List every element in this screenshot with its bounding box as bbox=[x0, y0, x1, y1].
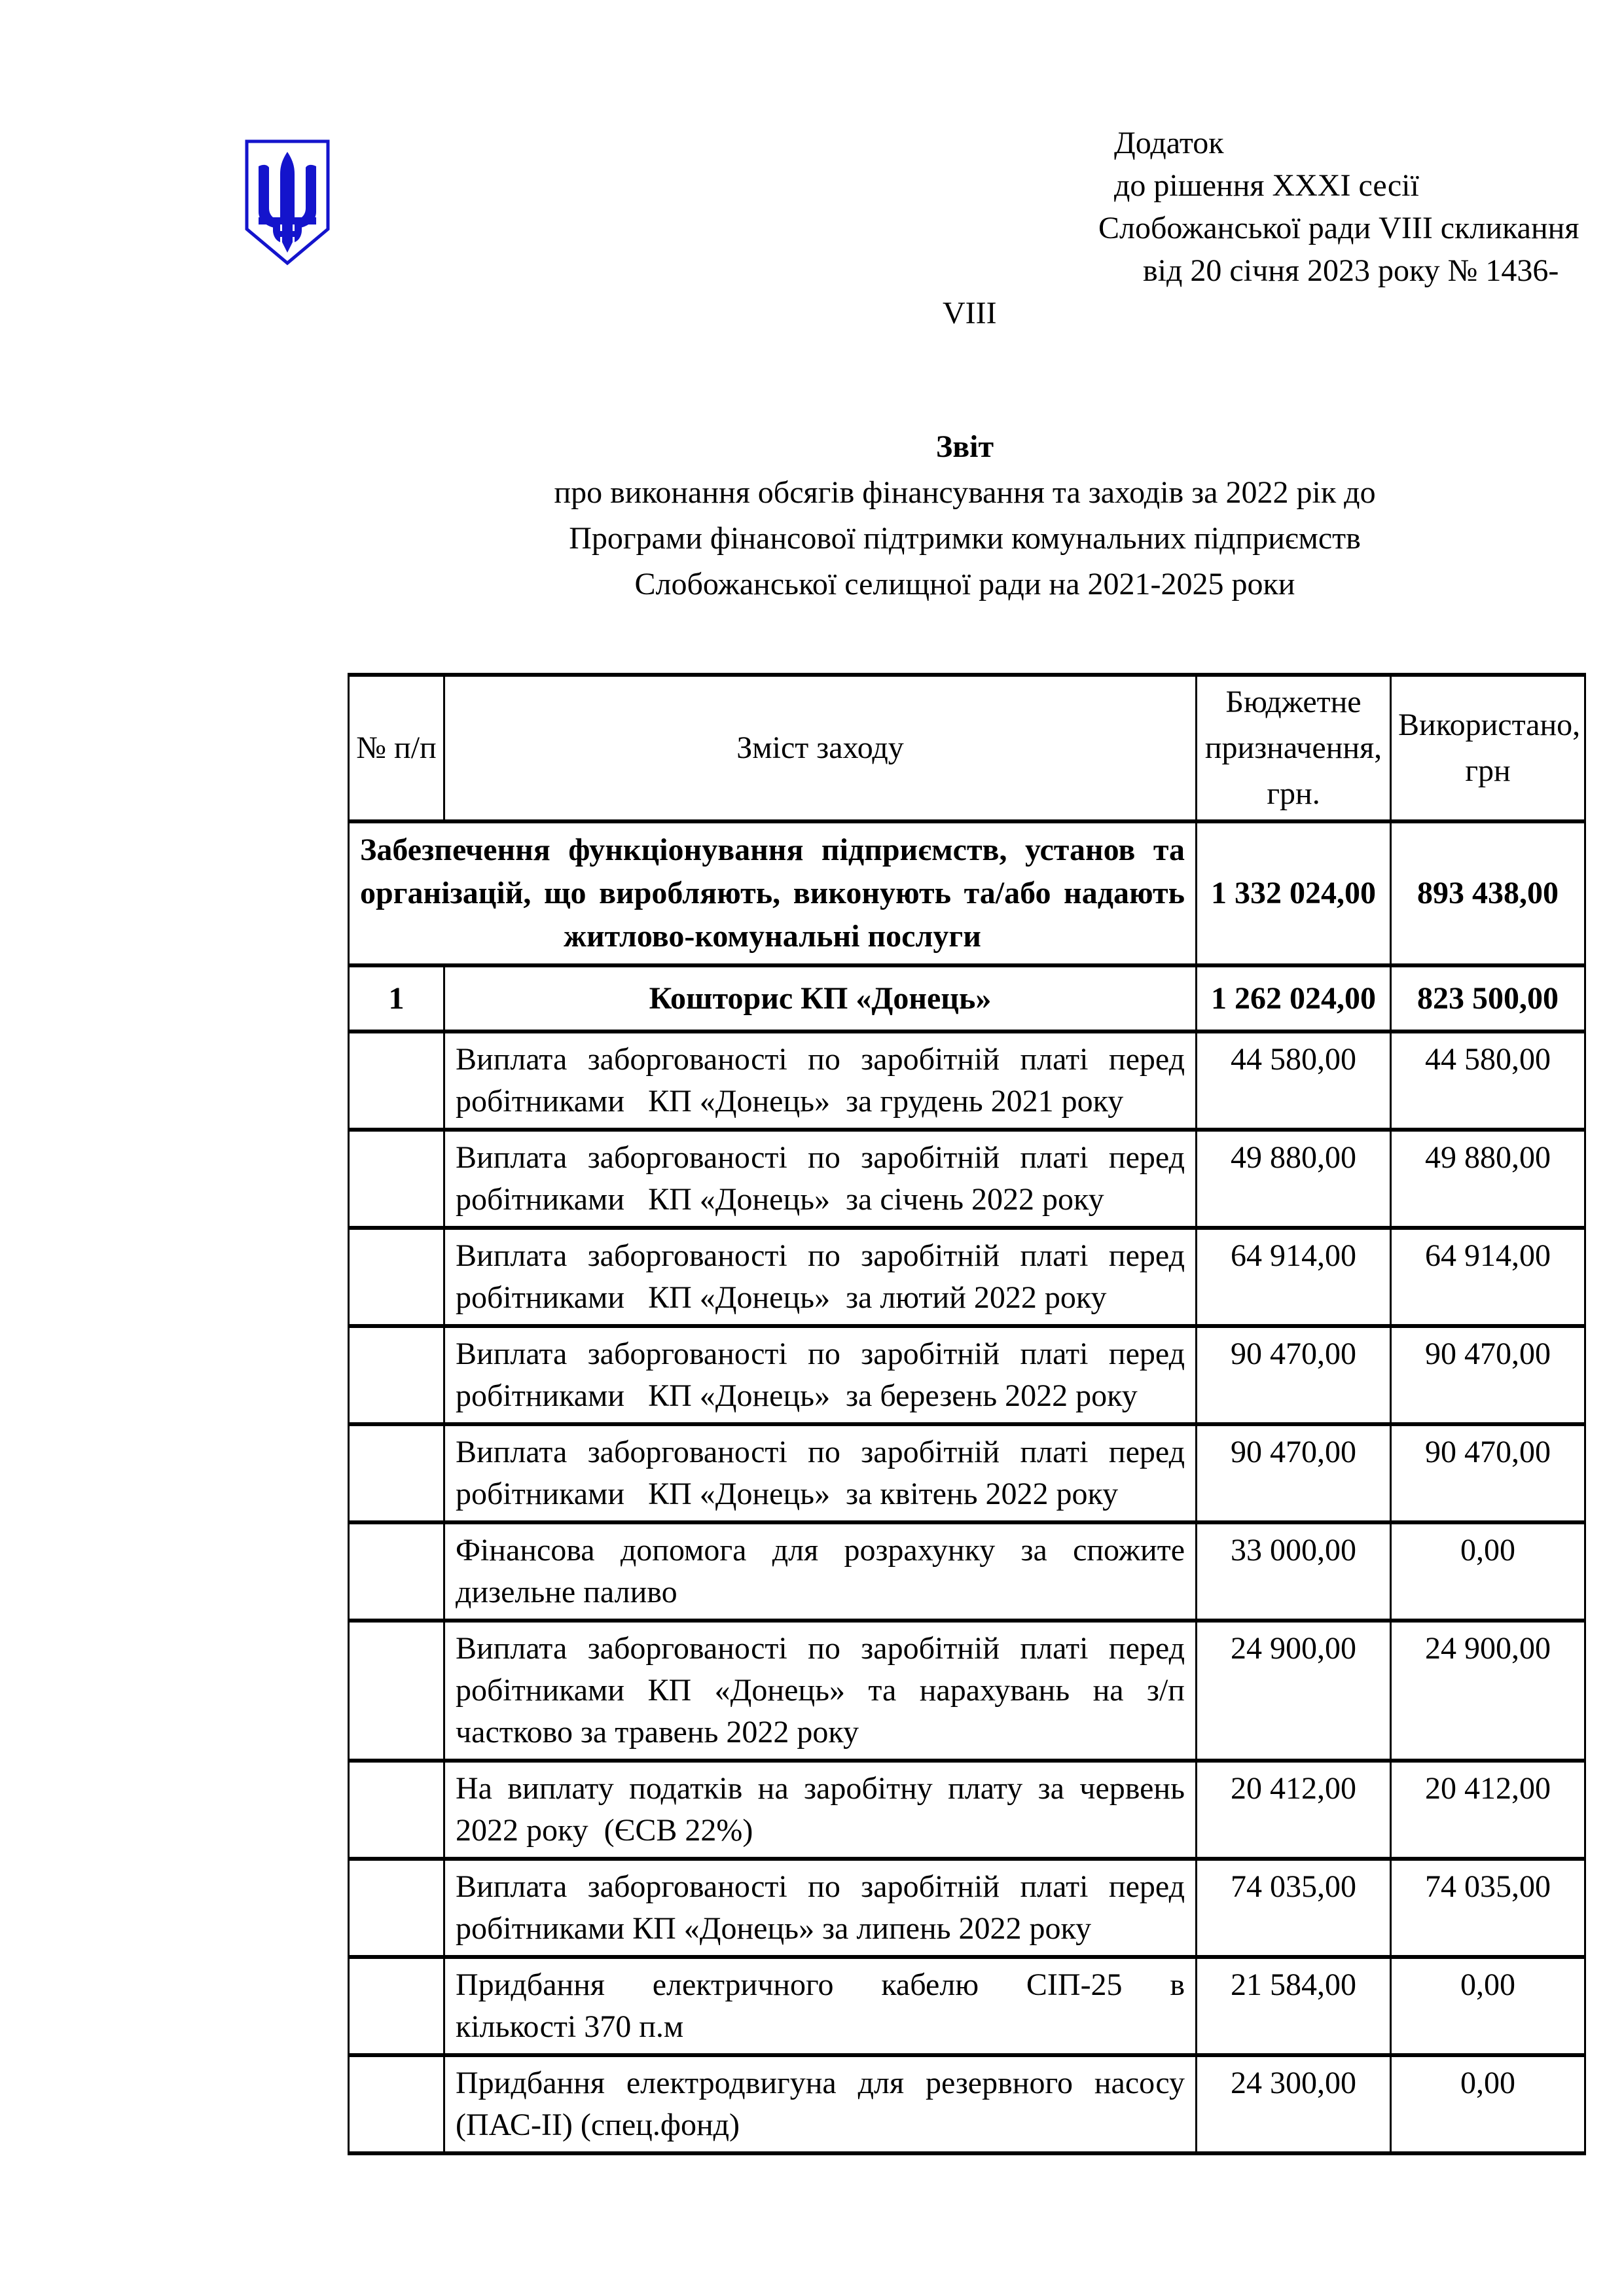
table-row bbox=[349, 1031, 1585, 1130]
table-row bbox=[349, 965, 1585, 1031]
report-title-block bbox=[348, 424, 1582, 607]
measure-text-line: Виплата заборгованості по заробітній платі перед bbox=[456, 1042, 1185, 1077]
measure-text-line: 2022 року (ЄСВ 22%) bbox=[456, 1813, 753, 1848]
trident-emblem-icon bbox=[244, 139, 331, 266]
measure-content-cell bbox=[444, 1031, 1197, 1130]
row-number-cell bbox=[349, 1228, 444, 1326]
used-amount-cell: 90 470,00 bbox=[1391, 1326, 1585, 1424]
budget-amount-cell: 74 035,00 bbox=[1197, 1859, 1391, 1957]
measure-content-cell bbox=[444, 1522, 1197, 1621]
table-row bbox=[349, 1130, 1585, 1228]
measure-text-line: житлово-комунальні послуги bbox=[564, 919, 981, 954]
measure-text-line: Виплата заборгованості по заробітній платі перед bbox=[456, 1631, 1185, 1666]
row-number-cell: 1 bbox=[349, 965, 444, 1031]
annex-line: VIII bbox=[943, 296, 997, 331]
row-number-cell bbox=[349, 1621, 444, 1761]
table-row bbox=[349, 1957, 1585, 2055]
used-amount-cell: 44 580,00 bbox=[1391, 1031, 1585, 1130]
table-row bbox=[349, 1424, 1585, 1522]
annex-line: до рішення XXXI сесії bbox=[1114, 168, 1419, 203]
budget-amount-cell: 44 580,00 bbox=[1197, 1031, 1391, 1130]
used-amount-cell: 24 900,00 bbox=[1391, 1621, 1585, 1761]
used-amount-cell: 90 470,00 bbox=[1391, 1424, 1585, 1522]
used-amount-cell: 823 500,00 bbox=[1391, 965, 1585, 1031]
measure-text-line: кількості 370 п.м bbox=[456, 2009, 684, 2044]
measure-text-line: Виплата заборгованості по заробітній платі перед bbox=[456, 1435, 1185, 1469]
budget-amount-cell: 1 332 024,00 bbox=[1197, 821, 1391, 965]
row-number-cell bbox=[349, 2055, 444, 2153]
row-number-cell bbox=[349, 1761, 444, 1859]
annex-reference-block bbox=[943, 122, 1610, 334]
measure-text-line: Забезпечення функціонування підприємств, установ та bbox=[360, 833, 1185, 867]
row-number-cell bbox=[349, 1859, 444, 1957]
annex-line: Слобожанської ради VIII скликання bbox=[1098, 211, 1579, 245]
report-title-line: про виконання обсягів фінансування та заходів за 2022 рік до bbox=[554, 475, 1376, 510]
measure-text-line: На виплату податків на заробітну плату за червень bbox=[456, 1771, 1185, 1806]
table-header-row bbox=[349, 675, 1585, 821]
measure-text-line: Виплата заборгованості по заробітній платі перед bbox=[456, 1140, 1185, 1175]
row-number-cell bbox=[349, 1424, 444, 1522]
measure-content-cell bbox=[444, 1859, 1197, 1957]
measure-text-line: організацій, що виробляють, виконують та/або надають bbox=[360, 876, 1185, 910]
used-amount-cell: 0,00 bbox=[1391, 2055, 1585, 2153]
measure-content-cell bbox=[444, 1326, 1197, 1424]
measure-content-cell bbox=[444, 1957, 1197, 2055]
measure-text-line: Виплата заборгованості по заробітній платі перед bbox=[456, 1238, 1185, 1273]
column-header: Зміст заходу bbox=[444, 675, 1197, 821]
table-row bbox=[349, 821, 1585, 965]
row-number-cell bbox=[349, 1130, 444, 1228]
annex-line: Додаток bbox=[1114, 126, 1224, 160]
measure-text-line: робітниками КП «Донець» за березень 2022 року bbox=[456, 1378, 1138, 1413]
row-number-cell bbox=[349, 1031, 444, 1130]
used-amount-cell: 0,00 bbox=[1391, 1522, 1585, 1621]
budget-amount-cell: 20 412,00 bbox=[1197, 1761, 1391, 1859]
measure-text-line: робітниками КП «Донець» за липень 2022 року bbox=[456, 1911, 1092, 1946]
used-amount-cell: 893 438,00 bbox=[1391, 821, 1585, 965]
budget-amount-cell: 21 584,00 bbox=[1197, 1957, 1391, 2055]
column-header: Використано, грн bbox=[1391, 675, 1585, 821]
report-title-line: Слобожанської селищної ради на 2021-2025 роки bbox=[634, 567, 1295, 601]
measure-text-line: робітниками КП «Донець» за квітень 2022 року bbox=[456, 1477, 1119, 1511]
report-title-heading: Звіт bbox=[935, 429, 994, 464]
used-amount-cell: 64 914,00 bbox=[1391, 1228, 1585, 1326]
measure-text-line: Придбання електродвигуна для резервного насосу bbox=[456, 2066, 1185, 2100]
budget-amount-cell: 49 880,00 bbox=[1197, 1130, 1391, 1228]
budget-amount-cell: 64 914,00 bbox=[1197, 1228, 1391, 1326]
table-row bbox=[349, 1228, 1585, 1326]
measure-text-line: Кошторис КП «Донець» bbox=[649, 980, 992, 1016]
annex-line: від 20 січня 2023 року № 1436- bbox=[1143, 253, 1559, 288]
table-row bbox=[349, 1859, 1585, 1957]
table-body bbox=[349, 821, 1585, 2153]
measure-text-line: дизельне паливо bbox=[456, 1575, 677, 1609]
used-amount-cell: 0,00 bbox=[1391, 1957, 1585, 2055]
budget-amount-cell: 33 000,00 bbox=[1197, 1522, 1391, 1621]
column-header: № п/п bbox=[349, 675, 444, 821]
measure-text-line: Виплата заборгованості по заробітній платі перед bbox=[456, 1869, 1185, 1904]
row-number-cell bbox=[349, 1326, 444, 1424]
table-row bbox=[349, 2055, 1585, 2153]
row-number-cell bbox=[349, 1522, 444, 1621]
measure-content-cell bbox=[444, 1424, 1197, 1522]
measure-text-line: робітниками КП «Донець» та нарахувань на з/п bbox=[456, 1673, 1185, 1708]
table-row bbox=[349, 1621, 1585, 1761]
budget-amount-cell: 90 470,00 bbox=[1197, 1326, 1391, 1424]
table-row bbox=[349, 1326, 1585, 1424]
measure-text-line: (ПАС-ІІ) (спец.фонд) bbox=[456, 2108, 740, 2142]
budget-amount-cell: 1 262 024,00 bbox=[1197, 965, 1391, 1031]
measure-text-line: робітниками КП «Донець» за грудень 2021 року bbox=[456, 1084, 1124, 1119]
measure-content-cell bbox=[349, 821, 1197, 965]
report-table bbox=[348, 673, 1586, 2155]
measure-content-cell bbox=[444, 965, 1197, 1031]
report-title-line: Програми фінансової підтримки комунальних підприємств bbox=[569, 521, 1361, 556]
column-header: Бюджетне призначення, грн. bbox=[1197, 675, 1391, 821]
used-amount-cell: 20 412,00 bbox=[1391, 1761, 1585, 1859]
row-number-cell bbox=[349, 1957, 444, 2055]
measure-content-cell bbox=[444, 1130, 1197, 1228]
used-amount-cell: 49 880,00 bbox=[1391, 1130, 1585, 1228]
measure-text-line: частково за травень 2022 року bbox=[456, 1715, 859, 1749]
measure-text-line: Виплата заборгованості по заробітній платі перед bbox=[456, 1336, 1185, 1371]
measure-text-line: робітниками КП «Донець» за лютий 2022 року bbox=[456, 1280, 1107, 1315]
measure-text-line: Придбання електричного кабелю СІП-25 в bbox=[456, 1967, 1185, 2002]
report-title-lines bbox=[348, 470, 1582, 607]
table-row bbox=[349, 1522, 1585, 1621]
budget-amount-cell: 90 470,00 bbox=[1197, 1424, 1391, 1522]
measure-content-cell bbox=[444, 2055, 1197, 2153]
measure-text-line: робітниками КП «Донець» за січень 2022 року bbox=[456, 1182, 1104, 1217]
measure-text-line: Фінансова допомога для розрахунку за спожите bbox=[456, 1533, 1185, 1568]
measure-content-cell bbox=[444, 1621, 1197, 1761]
table-row bbox=[349, 1761, 1585, 1859]
budget-amount-cell: 24 300,00 bbox=[1197, 2055, 1391, 2153]
measure-content-cell bbox=[444, 1761, 1197, 1859]
budget-amount-cell: 24 900,00 bbox=[1197, 1621, 1391, 1761]
used-amount-cell: 74 035,00 bbox=[1391, 1859, 1585, 1957]
measure-content-cell bbox=[444, 1228, 1197, 1326]
